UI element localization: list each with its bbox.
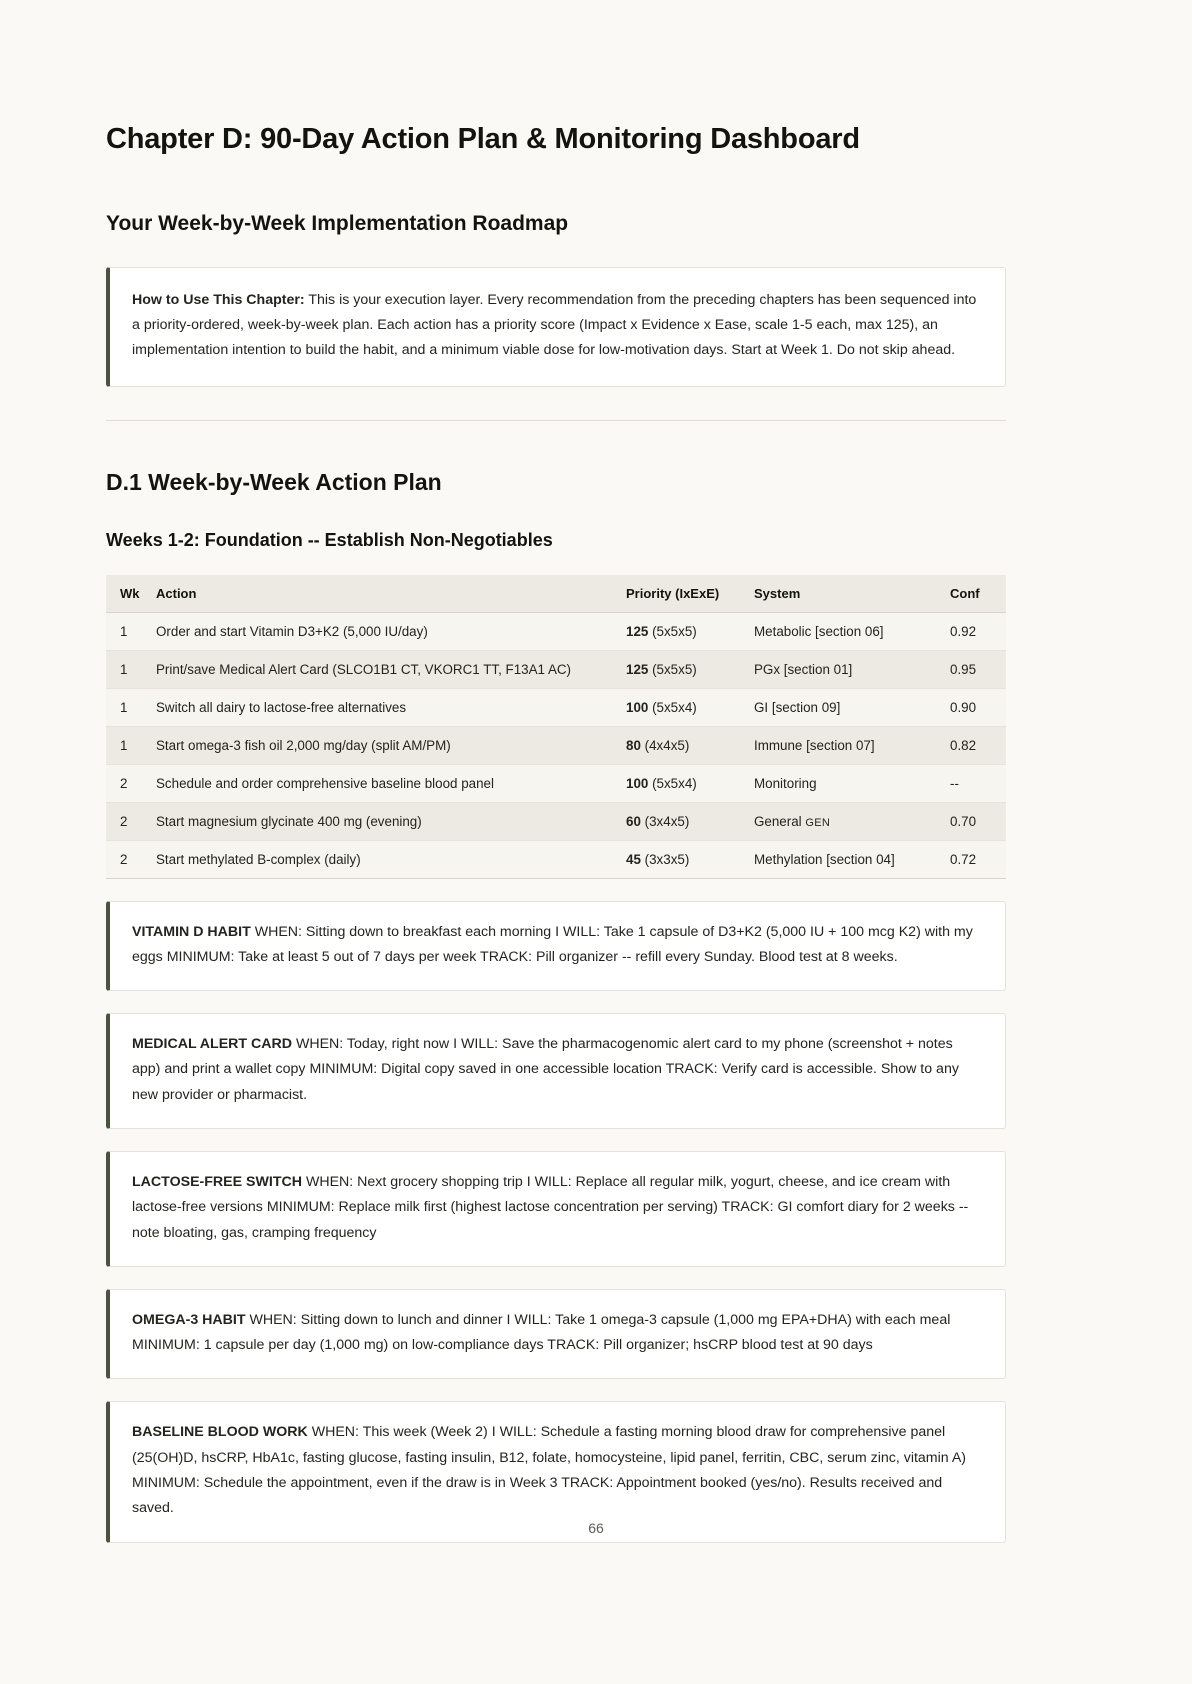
cell-action: Schedule and order comprehensive baseline blood panel [156, 764, 626, 802]
column-header-conf: Conf [950, 575, 1006, 613]
cell-priority [626, 612, 754, 650]
priority-score: 125 [626, 661, 649, 677]
system-label: Monitoring [754, 775, 817, 791]
cell-wk: 1 [106, 650, 156, 688]
priority-score: 100 [626, 775, 649, 791]
habit-paragraph [132, 1308, 981, 1359]
habit-label: BASELINE BLOOD WORK [132, 1424, 308, 1441]
habit-paragraph [132, 1420, 981, 1521]
cell-conf: 0.95 [950, 650, 1006, 688]
cell-priority [626, 764, 754, 802]
cell-wk: 1 [106, 612, 156, 650]
cell-conf: 0.70 [950, 802, 1006, 840]
cell-action: Start omega-3 fish oil 2,000 mg/day (split AM/PM) [156, 726, 626, 764]
system-label: General [754, 813, 806, 829]
system-label: GI [section 09] [754, 699, 841, 715]
section-subtitle: Your Week-by-Week Implementation Roadmap [106, 211, 569, 235]
habit-box [106, 901, 1006, 992]
priority-calc: (3x3x5) [644, 851, 690, 867]
document-page [106, 0, 1006, 1543]
how-to-use-callout [106, 267, 1006, 387]
habit-box [106, 1013, 1006, 1129]
table-row [106, 764, 1006, 802]
cell-system [754, 802, 950, 840]
cell-system [754, 650, 950, 688]
cell-conf: 0.90 [950, 688, 1006, 726]
habit-box [106, 1289, 1006, 1380]
cell-action: Start methylated B-complex (daily) [156, 840, 626, 878]
system-label: Immune [section 07] [754, 737, 875, 753]
callout-body-text: This is your execution layer. Every recommendation from the preceding chapters has been sequenced into a priority-ordered, week-by-week plan. Each action has a priority score (Impact x Evidence x Ease, scale 1-5 each, max 125), an implementation intention to build the habit, and a minimum viable dose for low-motivation days. Start at Week 1. Do not skip ahead. [132, 291, 977, 359]
priority-calc: (5x5x4) [652, 699, 697, 715]
weeks-title: Weeks 1-2: Foundation -- Establish Non-Negotiables [106, 529, 553, 550]
cell-conf: -- [950, 764, 1006, 802]
table-body [106, 612, 1006, 878]
cell-system [754, 764, 950, 802]
priority-score: 100 [626, 699, 649, 715]
habit-box [106, 1151, 1006, 1267]
habit-label: MEDICAL ALERT CARD [132, 1036, 292, 1053]
column-header-system: System [754, 575, 950, 613]
system-label: PGx [section 01] [754, 661, 853, 677]
column-header-priority: Priority (IxExE) [626, 575, 754, 613]
system-suffix: GEN [805, 816, 831, 829]
page-footer [0, 1520, 1192, 1536]
cell-conf: 0.72 [950, 840, 1006, 878]
table-row [106, 650, 1006, 688]
cell-system [754, 612, 950, 650]
table-header-row [106, 575, 1006, 613]
cell-wk: 2 [106, 764, 156, 802]
cell-action: Switch all dairy to lactose-free alternatives [156, 688, 626, 726]
cell-wk: 2 [106, 840, 156, 878]
cell-priority [626, 650, 754, 688]
column-header-wk: Wk [106, 575, 156, 613]
action-plan-table [106, 575, 1006, 879]
column-header-action: Action [156, 575, 626, 613]
cell-conf: 0.82 [950, 726, 1006, 764]
priority-calc: (5x5x5) [652, 623, 697, 639]
cell-wk: 1 [106, 726, 156, 764]
cell-action: Print/save Medical Alert Card (SLCO1B1 CT, VKORC1 TT, F13A1 AC) [156, 650, 626, 688]
habit-label: VITAMIN D HABIT [132, 923, 251, 940]
cell-priority [626, 840, 754, 878]
priority-score: 60 [626, 813, 641, 829]
table-row [106, 688, 1006, 726]
table-header [106, 575, 1006, 613]
callout-lead-label: How to Use This Chapter: [132, 291, 305, 308]
priority-score: 125 [626, 623, 649, 639]
table-row [106, 802, 1006, 840]
table-row [106, 726, 1006, 764]
cell-action: Start magnesium glycinate 400 mg (evening) [156, 802, 626, 840]
callout-paragraph [132, 288, 981, 364]
cell-conf: 0.92 [950, 612, 1006, 650]
habit-paragraph [132, 1032, 981, 1108]
system-label: Methylation [section 04] [754, 851, 895, 867]
priority-calc: (5x5x5) [652, 661, 697, 677]
habit-label: LACTOSE-FREE SWITCH [132, 1174, 302, 1191]
cell-priority [626, 726, 754, 764]
cell-wk: 1 [106, 688, 156, 726]
cell-system [754, 688, 950, 726]
habit-body: WHEN: This week (Week 2) I WILL: Schedule a fasting morning blood draw for comprehensive panel (25(OH)D, hsCRP, HbA1c, fasting glucose, fasting insulin, B12, folate, homocysteine, lipid panel, ferritin, CBC, serum zinc, vitamin A) MINIMUM: Schedule the appointment, even if the draw is in Week 3 TRACK: Appointment booked (yes/no). Results received and saved. [132, 1424, 967, 1517]
page-number: 66 [588, 1520, 604, 1536]
priority-calc: (4x4x5) [644, 737, 690, 753]
priority-score: 45 [626, 851, 641, 867]
priority-calc: (3x4x5) [644, 813, 690, 829]
habit-body: WHEN: Sitting down to breakfast each morning I WILL: Take 1 capsule of D3+K2 (5,000 IU + 100 mcg K2) with my eggs MINIMUM: Take at least 5 out of 7 days per week TRACK: Pill organizer -- refill every Sunday. Blood test at 8 weeks. [132, 923, 973, 965]
system-label: Metabolic [section 06] [754, 623, 884, 639]
cell-system [754, 840, 950, 878]
table-row [106, 840, 1006, 878]
table-row [106, 612, 1006, 650]
habit-label: OMEGA-3 HABIT [132, 1311, 246, 1328]
habit-body: WHEN: Today, right now I WILL: Save the pharmacogenomic alert card to my phone (screenshot + notes app) and print a wallet copy MINIMUM: Digital copy saved in one accessible location TRACK: Verify card is accessible. Show to any new provider or pharmacist. [132, 1036, 959, 1103]
priority-calc: (5x5x4) [652, 775, 697, 791]
habit-paragraph [132, 1170, 981, 1246]
cell-system [754, 726, 950, 764]
cell-priority [626, 688, 754, 726]
part-title: D.1 Week-by-Week Action Plan [106, 468, 442, 495]
cell-wk: 2 [106, 802, 156, 840]
habit-paragraph [132, 920, 981, 971]
habit-body: WHEN: Next grocery shopping trip I WILL: Replace all regular milk, yogurt, cheese, and ice cream with lactose-free versions MINIMUM: Replace milk first (highest lactose concentration per serving) TRACK: GI comfort diary for 2 weeks -- note bloating, gas, cramping frequency [132, 1174, 969, 1241]
habit-body: WHEN: Sitting down to lunch and dinner I WILL: Take 1 omega-3 capsule (1,000 mg EPA+DHA) with each meal MINIMUM: 1 capsule per day (1,000 mg) on low-compliance days TRACK: Pill organizer; hsCRP blood test at 90 days [132, 1311, 951, 1354]
priority-score: 80 [626, 737, 641, 753]
cell-action: Order and start Vitamin D3+K2 (5,000 IU/day) [156, 612, 626, 650]
cell-priority [626, 802, 754, 840]
page-title: Chapter D: 90-Day Action Plan & Monitoring Dashboard [106, 123, 860, 155]
